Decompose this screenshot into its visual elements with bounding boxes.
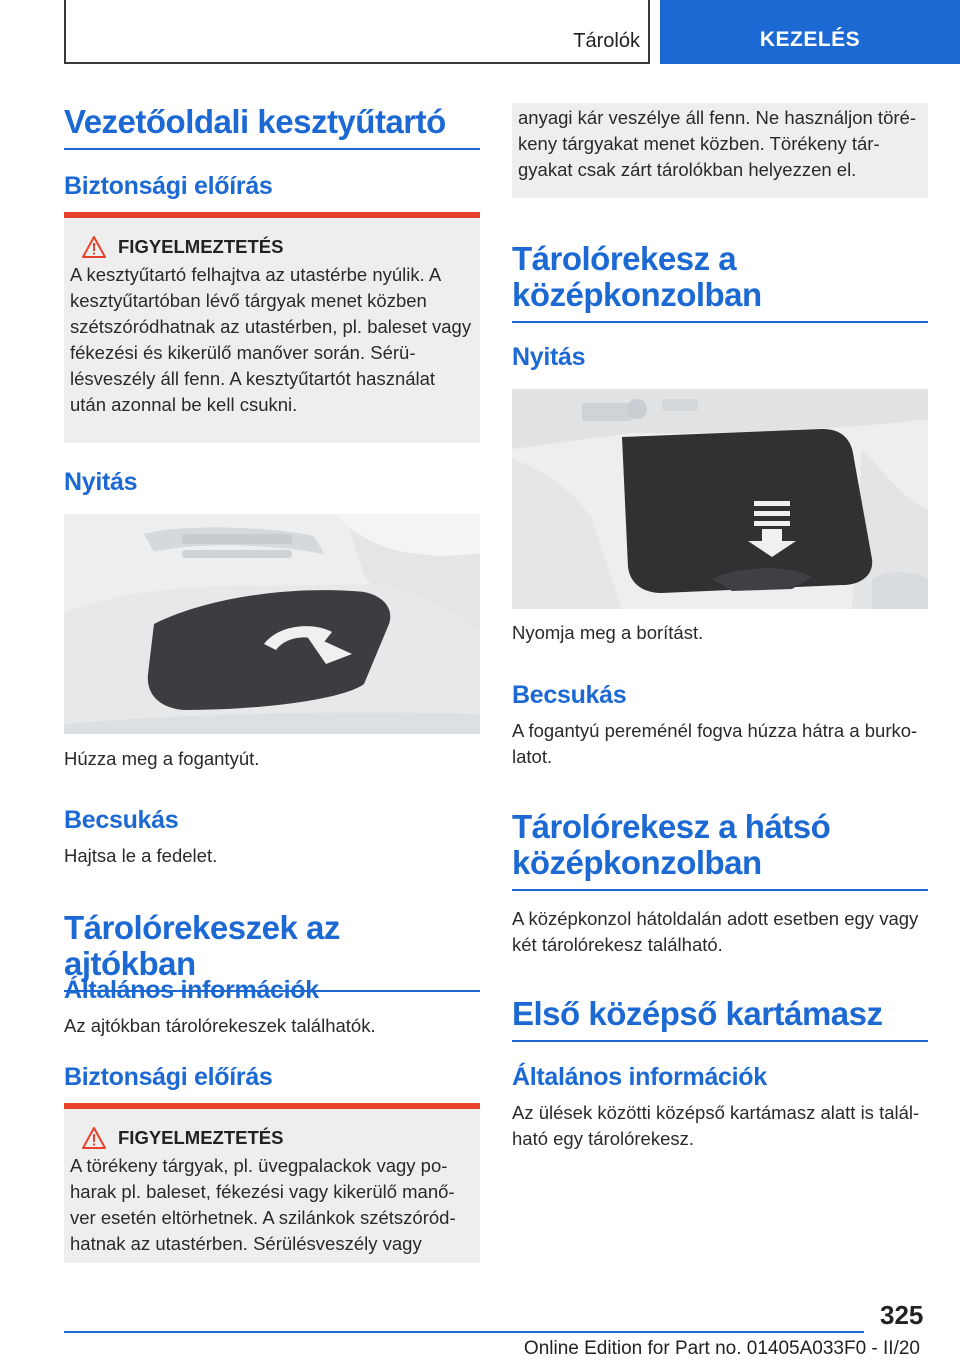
warning-text-1: A kesztyűtartó felhajtva az utastérbe nyúlik. A kesztyűtartóban lévő tárgyak menet közben szétszóródhatnak az utastérben, pl. baleset vagy fékezési és kikerülő manőver során. Sérülésveszély áll fenn. A kesztyűtartót használat után azonnal be kell csukni. (70, 264, 472, 415)
footer-divider (64, 1331, 864, 1333)
text-armrest: Az ülések közötti középső kartámasz alatt is található egy tárolórekesz. (512, 1102, 920, 1149)
warning-box-1 (64, 212, 480, 443)
warning-box-2-continued (512, 103, 928, 198)
heading-general-info-right: Általános információk (512, 1063, 767, 1091)
warning-triangle-icon (82, 236, 106, 258)
heading-closing-right: Becsukás (512, 681, 627, 709)
header-section-title: Tárolók (573, 30, 640, 52)
warning-box-2 (64, 1103, 480, 1263)
heading-door-storage: Tárolórekeszek az ajtókban (64, 910, 480, 992)
figure-glovebox-handle (64, 514, 480, 734)
heading-opening-left: Nyitás (64, 468, 138, 496)
footer-edition-text: Online Edition for Part no. 01405A033F0 - II/20 (523, 1338, 920, 1359)
heading-rear-center-console: Tárolórekesz a hátsó középkonzolban (512, 809, 928, 891)
page-number: 325 (880, 1300, 924, 1330)
text-closing-right: A fogantyú pereménél fogva húzza hátra a burkolatot. (512, 720, 918, 767)
heading-safety-2: Biztonsági előírás (64, 1063, 273, 1091)
heading-closing-left: Becsukás (64, 806, 179, 834)
warning-text-2: A törékeny tárgyak, pl. üvegpalackok vagy poharak pl. baleset, fékezési vagy kikerülő manőver esetén eltörhetnek. A szilánkok szétszóródhatnak az utastérben. Sérülésveszély vagy (70, 1155, 456, 1254)
header-chapter-label: KEZELÉS (759, 28, 861, 51)
glovebox-illustration (64, 514, 480, 734)
header-chapter-tab[interactable] (660, 0, 960, 64)
warning-triangle-icon (82, 1127, 106, 1149)
warning-text-2-continued: anyagi kár veszélye áll fenn. Ne használjon törékeny tárgyakat menet közben. Törékeny tárgyakat csak zárt tárolókban helyezzen el. (518, 107, 916, 180)
heading-opening-right: Nyitás (512, 343, 586, 371)
warning-header-2 (70, 1127, 474, 1149)
text-closing-left: Hajtsa le a fedelet. (64, 845, 218, 866)
text-rear-console: A középkonzol hátoldalán adott esetben egy vagy két tárolórekesz található. (512, 908, 919, 955)
figure-center-console-cover (512, 389, 928, 609)
caption-pull-handle: Húzza meg a fogantyút. (64, 748, 260, 769)
warning-title-1: FIGYELMEZTETÉS (118, 236, 284, 257)
warning-title-2: FIGYELMEZTETÉS (118, 1127, 284, 1148)
warning-header-1 (70, 236, 474, 258)
heading-front-armrest: Első középső kartámasz (512, 996, 928, 1042)
heading-center-console: Tárolórekesz a középkonzolban (512, 241, 928, 323)
center-console-illustration (512, 389, 928, 609)
heading-safety-1: Biztonsági előírás (64, 172, 273, 200)
heading-glovebox: Vezetőoldali kesztyűtartó (64, 104, 480, 150)
header-frame (64, 0, 650, 64)
text-general-doors: Az ajtókban tárolórekeszek találhatók. (64, 1015, 376, 1036)
heading-general-info-left: Általános információk (64, 976, 319, 1004)
caption-press-cover: Nyomja meg a borítást. (512, 622, 704, 643)
